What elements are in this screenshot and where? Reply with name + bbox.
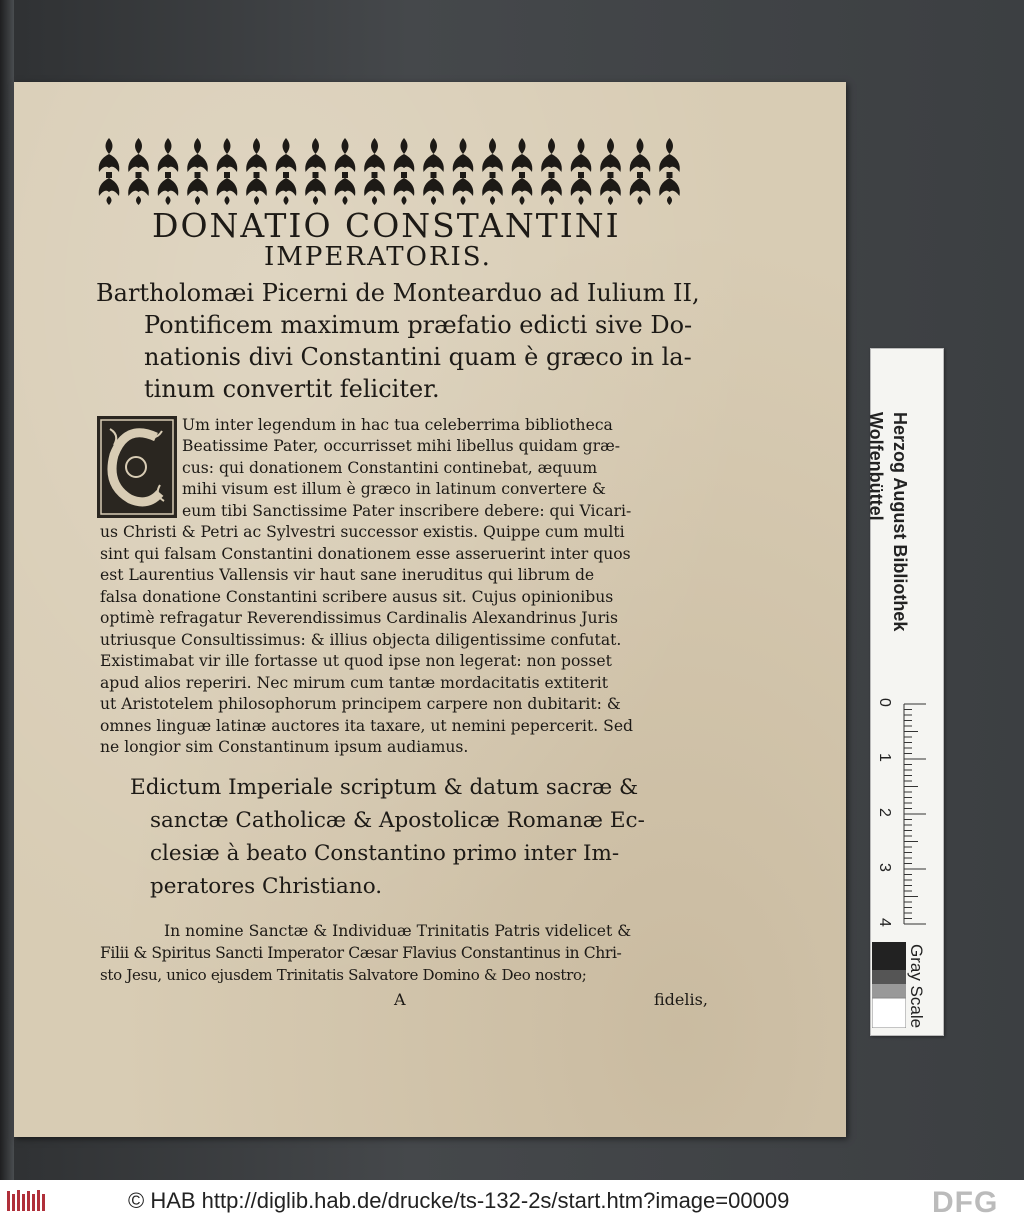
fleuron-icon bbox=[600, 138, 621, 205]
ruler-number: 4 bbox=[876, 918, 893, 927]
decorated-initial-c bbox=[96, 415, 178, 519]
preface-line: nationis divi Constantini quam è græco in la- bbox=[144, 343, 692, 371]
fleuron-icon bbox=[187, 138, 208, 205]
gray-scale-card bbox=[872, 942, 906, 1028]
book-spine bbox=[0, 0, 14, 1180]
fleuron-icon bbox=[453, 138, 474, 205]
ruler-number: 0 bbox=[876, 698, 893, 707]
fleuron-icon bbox=[276, 138, 297, 205]
library-label bbox=[866, 412, 982, 632]
fleuron-icon bbox=[246, 138, 267, 205]
body-line: apud alios reperiri. Nec mirum cum tantæ mordacitatis extiterit bbox=[100, 674, 609, 692]
fleuron-icon bbox=[394, 138, 415, 205]
edict-line: peratores Christiano. bbox=[150, 874, 383, 899]
invocation-line: In nomine Sanctæ & Individuæ Trinitatis Patris videlicet & bbox=[164, 922, 632, 940]
body-line: est Laurentius Vallensis vir haut sane ineruditus qui librum de bbox=[100, 566, 595, 584]
fleuron-icon bbox=[99, 138, 120, 205]
body-line: sint qui falsam Constantini donationem esse asseruerint inter quos bbox=[100, 545, 631, 563]
invocation-line: sto Jesu, unico ejusdem Trinitatis Salvatore Domino & Deo nostro; bbox=[100, 966, 587, 984]
body-line: Um inter legendum in hac tua celeberrima bibliotheca bbox=[182, 416, 613, 434]
copyright-credit: © HAB http://diglib.hab.de/drucke/ts-132-2s/start.htm?image=00009 bbox=[128, 1188, 790, 1213]
library-city: Wolfenbüttel bbox=[866, 412, 886, 521]
fleuron-icon bbox=[128, 138, 149, 205]
ornamental-headpiece bbox=[94, 134, 690, 206]
body-line: mihi visum est illum è græco in latinum convertere & bbox=[182, 480, 606, 498]
invocation-line: Filii & Spiritus Sancti Imperator Cæsar Flavius Constantinus in Chri- bbox=[100, 944, 622, 962]
fleuron-icon bbox=[335, 138, 356, 205]
catchword: fidelis, bbox=[654, 990, 708, 1009]
body-line: optimè refragatur Reverendissimus Cardinalis Alexandrinus Juris bbox=[100, 609, 619, 627]
title: DONATIO CONSTANTINI bbox=[152, 206, 621, 245]
edict-line: sanctæ Catholicæ & Apostolicæ Romanæ Ec- bbox=[150, 808, 645, 833]
body-line: Beatissime Pater, occurrisset mihi libellus quidam græ- bbox=[182, 437, 621, 455]
fleuron-icon bbox=[571, 138, 592, 205]
body-line: falsa donatione Constantini scribere ausus sit. Cujus opinionibus bbox=[100, 588, 614, 606]
preface-line: Bartholomæi Picerni de Montearduo ad Iulium II, bbox=[96, 279, 700, 307]
library-name: Herzog August Bibliothek bbox=[890, 412, 910, 632]
preface-line: tinum convertit feliciter. bbox=[144, 375, 440, 403]
edict-line: Edictum Imperiale scriptum & datum sacræ & bbox=[130, 775, 639, 800]
ruler-number: 2 bbox=[876, 808, 893, 817]
body-line: ne longior sim Constantinum ipsum audiamus. bbox=[100, 738, 469, 756]
body-line: ut Aristotelem philosophorum principem carpere non dubitarit: & bbox=[100, 695, 621, 713]
fleuron-icon bbox=[423, 138, 444, 205]
fleuron-icon bbox=[659, 138, 680, 205]
hab-logo-icon bbox=[6, 1188, 48, 1214]
fleuron-icon bbox=[158, 138, 179, 205]
fleuron-icon bbox=[305, 138, 326, 205]
title-sub: IMPERATORIS. bbox=[264, 242, 492, 272]
fleuron-icon bbox=[482, 138, 503, 205]
preface-line: Pontificem maximum præfatio edicti sive Do- bbox=[144, 311, 693, 339]
body-line: omnes linguæ latinæ auctores ita taxare, ut nemini pepercerit. Sed bbox=[100, 717, 634, 735]
body-line: utriusque Consultissimus: & illius objecta diligentissime confutat. bbox=[100, 631, 622, 649]
dfg-logo: DFG bbox=[932, 1186, 999, 1219]
book-page bbox=[14, 82, 846, 1137]
ruler-scale bbox=[870, 690, 942, 935]
footer-bar bbox=[0, 1180, 1024, 1221]
fleuron-icon bbox=[630, 138, 651, 205]
gray-scale-label: Gray Scale bbox=[907, 944, 926, 1029]
ruler-number: 1 bbox=[876, 753, 893, 762]
body-line: Existimabat vir ille fortasse ut quod ipse non legerat: non posset bbox=[100, 652, 612, 670]
fleuron-icon bbox=[364, 138, 385, 205]
fleuron-icon bbox=[512, 138, 533, 205]
edict-line: clesiæ à beato Constantino primo inter Im- bbox=[150, 841, 620, 866]
body-line: eum tibi Sanctissime Pater inscribere debere: qui Vicari- bbox=[182, 502, 632, 520]
fleuron-icon bbox=[217, 138, 238, 205]
signature-mark: A bbox=[394, 990, 406, 1009]
fleuron-icon bbox=[541, 138, 562, 205]
body-line: us Christi & Petri ac Sylvestri successor existis. Quippe cum multi bbox=[100, 523, 625, 541]
ruler-number: 3 bbox=[876, 863, 893, 872]
body-line: cus: qui donationem Constantini continebat, æquum bbox=[182, 459, 598, 477]
